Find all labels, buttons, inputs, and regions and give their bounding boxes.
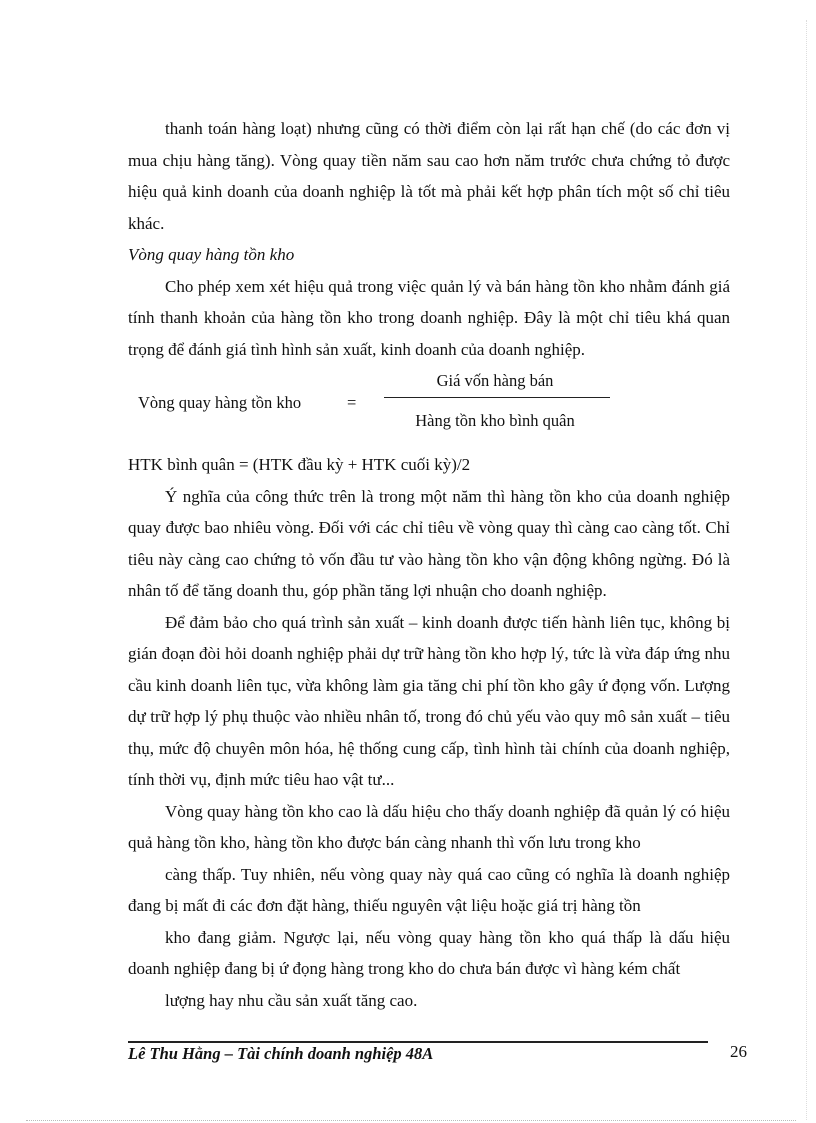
paragraph-turnover-line-3: kho đang giảm. Ngược lại, nếu vòng quay hàng tồn kho quá thấp là dấu hiệu doanh nghiệp đang bị ứ đọng hàng trong kho do chưa bán được vì hàng kém chất — [128, 927, 730, 978]
paragraph-continuation: thanh toán hàng loạt) nhưng cũng có thời điểm còn lại rất hạn chế (do các đơn vị mua chịu hàng tăng). Vòng quay tiền năm sau cao hơn năm trước chưa chứng tỏ được hiệu quả kinh doanh của doanh nghiệp là tốt mà phải kết hợp phân tích một số chỉ tiêu khác. — [128, 119, 730, 233]
htk-average-line: HTK bình quân = (HTK đầu kỳ + HTK cuối kỳ)/2 — [128, 455, 471, 474]
page-edge-right — [806, 20, 807, 1120]
formula-denominator: Hàng tồn kho bình quân — [415, 411, 575, 430]
paragraph-turnover-line-1: Vòng quay hàng tồn kho cao là dấu hiệu cho thấy doanh nghiệp đã quản lý có hiệu quả hàng tồn kho, hàng tồn kho được bán càng nhanh thì vốn lưu trong kho — [128, 801, 730, 852]
formula-lhs: Vòng quay hàng tồn kho — [138, 393, 302, 412]
section-heading: Vòng quay hàng tồn kho — [128, 245, 295, 264]
page-body — [128, 113, 730, 1016]
formula-numerator: Giá vốn hàng bán — [436, 371, 554, 390]
paragraph-turnover-line-4: lượng hay nhu cầu sản xuất tăng cao. — [165, 990, 418, 1010]
formula-equals: = — [347, 393, 357, 412]
formula-block — [128, 371, 730, 447]
footer-author: Lê Thu Hằng – Tài chính doanh nghiệp 48A — [128, 1044, 434, 1063]
fraction-bar — [384, 397, 610, 398]
paragraph-meaning: Ý nghĩa của công thức trên là trong một năm thì hàng tồn kho của doanh nghiệp quay được bao nhiêu vòng. Đối với các chỉ tiêu về vòng quay thì càng cao càng tốt. Chỉ tiêu này càng cao chứng tỏ vốn đầu tư vào hàng tồn kho vận động không ngừng. Đó là nhân tố để tăng doanh thu, góp phần tăng lợi nhuận cho doanh nghiệp. — [128, 486, 730, 600]
paragraph-intro: Cho phép xem xét hiệu quả trong việc quản lý và bán hàng tồn kho nhằm đánh giá tính thanh khoản của hàng tồn kho trong doanh nghiệp. Đây là một chỉ tiêu khá quan trọng để đánh giá tình hình sản xuất, kinh doanh của doanh nghiệp. — [128, 276, 730, 359]
paragraph-turnover-line-2: càng thấp. Tuy nhiên, nếu vòng quay này quá cao cũng có nghĩa là doanh nghiệp đang bị mất đi các đơn đặt hàng, thiếu nguyên vật liệu hoặc giá trị hàng tồn — [128, 864, 730, 915]
page-edge-bottom — [26, 1120, 796, 1121]
paragraph-reserve: Để đảm bảo cho quá trình sản xuất – kinh doanh được tiến hành liên tục, không bị gián đoạn đòi hỏi doanh nghiệp phải dự trữ hàng tồn kho hợp lý, tức là vừa đáp ứng nhu cầu kinh doanh liên tục, vừa không làm gia tăng chi phí tồn kho gây ứ đọng vốn. Lượng dự trữ hợp lý phụ thuộc vào nhiều nhân tố, trong đó chủ yếu vào quy mô sản xuất – tiêu thụ, mức độ chuyên môn hóa, hệ thống cung cấp, tình hình tài chính của doanh nghiệp, tính thời vụ, định mức tiêu hao vật tư... — [128, 612, 730, 789]
page-number: 26 — [730, 1042, 747, 1061]
footer-divider — [128, 1041, 708, 1043]
